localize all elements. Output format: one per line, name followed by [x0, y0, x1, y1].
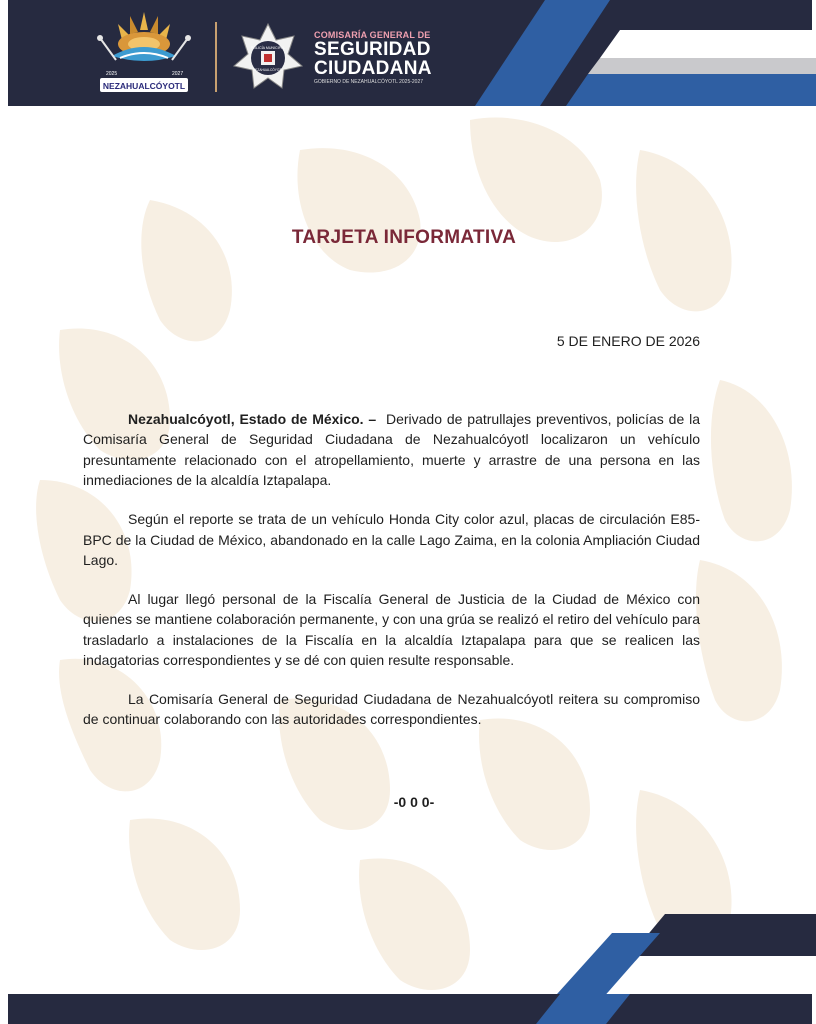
headdress-icon [97, 12, 191, 61]
organization-name [314, 30, 444, 85]
closing-mark: -0 0 0- [393, 794, 435, 810]
police-badge-icon [230, 22, 306, 94]
footer-decorative-stripes [0, 900, 816, 1024]
paragraph-1-lead: Nezahualcóyotl, Estado de México. – [128, 411, 377, 427]
paragraph-3: Al lugar llegó personal de la Fiscalía General de Justicia de la Ciudad de México con quienes se mantiene colaboración permanente, y con una grúa se realizó el retiro del vehículo para trasladarlo a instalaciones de la Fiscalía en la alcaldía Iztapalapa para que se realicen las indagatorias correspondientes y se dé con quien resulte responsable. [83, 590, 700, 669]
org-line-2: SEGURIDAD [314, 39, 431, 60]
paragraph-1 [83, 409, 700, 491]
document-body [83, 409, 700, 748]
header-divider [215, 22, 217, 92]
badge-text-bottom: NEZAHUALCÓYOTL [252, 68, 284, 72]
org-line-1: COMISARÍA GENERAL DE [314, 30, 431, 40]
document-title: TARJETA INFORMATIVA [291, 227, 517, 248]
org-line-3: CIUDADANA [314, 58, 432, 79]
paragraph-1-text: Derivado de patrullajes preventivos, policías de la Comisaría General de Seguridad Ciudadana de Nezahualcóyotl localizaron un vehículo presuntamente relacionado con el atropellamiento, muerte y arrastre de una persona en las inmediaciones de la alcaldía Iztapalapa. [83, 411, 701, 489]
document-date: 5 DE ENERO DE 2026 [556, 333, 700, 349]
org-line-4: GOBIERNO DE NEZAHUALCÓYOTL 2025-2027 [314, 79, 424, 85]
badge-text-top: POLICÍA MUNICIPAL [250, 46, 286, 50]
municipal-logo-year-right: 2027 [172, 71, 184, 77]
paragraph-4: La Comisaría General de Seguridad Ciudadana de Nezahualcóyotl reitera su compromiso de continuar colaborando con las autoridades correspondientes. [83, 690, 700, 728]
municipal-logo-year-left: 2025 [106, 71, 118, 77]
nezahualcoyotl-logo [86, 8, 202, 96]
paragraph-2: Según el reporte se trata de un vehículo Honda City color azul, placas de circulación E85-BPC de la Ciudad de México, abandonado en la calle Lago Zaima, en la colonia Ampliación Ciudad Lago. [83, 511, 700, 568]
municipal-logo-text: NEZAHUALCÓYOTL [102, 81, 186, 91]
